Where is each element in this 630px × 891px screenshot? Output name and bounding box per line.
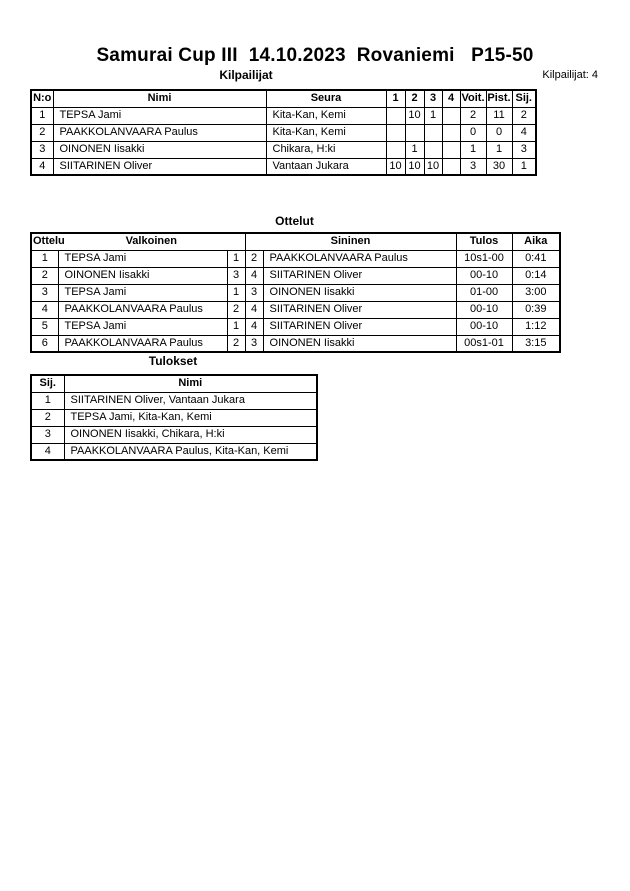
blue-number: 3: [245, 284, 263, 301]
table-row: [31, 267, 560, 284]
round-2-score: [405, 124, 424, 141]
round-3-score: 10: [424, 158, 442, 175]
kilpailijat-section-title: Kilpailijat: [219, 68, 273, 82]
competitors-count-label: Kilpailijat: 4: [542, 69, 598, 81]
header-sij: Sij.: [512, 90, 536, 107]
points: 30: [486, 158, 512, 175]
result-name: OINONEN Iisakki, Chikara, H:ki: [64, 426, 317, 443]
table-row: [31, 250, 560, 267]
blue-player: SIITARINEN Oliver: [263, 267, 456, 284]
match-time: 3:00: [512, 284, 560, 301]
blue-number: 4: [245, 267, 263, 284]
competitor-club: Vantaan Jukara: [266, 158, 386, 175]
competitor-club: Chikara, H:ki: [266, 141, 386, 158]
points: 0: [486, 124, 512, 141]
white-player: TEPSA Jami: [58, 318, 227, 335]
result-rank: 4: [31, 443, 64, 460]
rank: 2: [512, 107, 536, 124]
header-ottelu: Ottelu: [31, 233, 58, 250]
match-no: 3: [31, 284, 58, 301]
table-row: [31, 409, 317, 426]
match-result: 10s1-00: [456, 250, 512, 267]
match-result: 00-10: [456, 301, 512, 318]
rank: 3: [512, 141, 536, 158]
ottelut-section-title: Ottelut: [275, 214, 314, 228]
round-3-score: [424, 141, 442, 158]
tulokset-section-title: Tulokset: [148, 354, 198, 368]
round-2-score: 10: [405, 158, 424, 175]
round-2-score: 1: [405, 141, 424, 158]
header-round-3: 3: [424, 90, 442, 107]
competitor-club: Kita-Kan, Kemi: [266, 107, 386, 124]
white-number: 1: [227, 250, 245, 267]
white-number: 2: [227, 301, 245, 318]
blue-player: OINONEN Iisakki: [263, 335, 456, 352]
result-name: PAAKKOLANVAARA Paulus, Kita-Kan, Kemi: [64, 443, 317, 460]
competitor-no: 3: [31, 141, 53, 158]
competitor-name: PAAKKOLANVAARA Paulus: [53, 124, 266, 141]
match-no: 5: [31, 318, 58, 335]
header-pist: Pist.: [486, 90, 512, 107]
table-row: [31, 318, 560, 335]
round-4-score: [442, 124, 460, 141]
round-2-score: 10: [405, 107, 424, 124]
match-no: 6: [31, 335, 58, 352]
header-sininen: Sininen: [245, 233, 456, 250]
tulokset-header-row: [31, 375, 317, 392]
table-row: [31, 284, 560, 301]
kilpailijat-table: [30, 89, 537, 176]
white-player: TEPSA Jami: [58, 284, 227, 301]
rank: 1: [512, 158, 536, 175]
table-row: [31, 158, 536, 175]
white-number: 1: [227, 318, 245, 335]
match-result: 00s1-01: [456, 335, 512, 352]
round-3-score: 1: [424, 107, 442, 124]
match-time: 1:12: [512, 318, 560, 335]
blue-number: 4: [245, 301, 263, 318]
kilpailijat-header-row: [31, 90, 536, 107]
match-no: 2: [31, 267, 58, 284]
header-valkoinen: Valkoinen: [58, 233, 245, 250]
match-time: 3:15: [512, 335, 560, 352]
white-number: 1: [227, 284, 245, 301]
match-result: 00-10: [456, 318, 512, 335]
result-name: SIITARINEN Oliver, Vantaan Jukara: [64, 392, 317, 409]
points: 11: [486, 107, 512, 124]
tulokset-table: [30, 374, 318, 461]
table-row: [31, 392, 317, 409]
blue-number: 4: [245, 318, 263, 335]
white-number: 2: [227, 335, 245, 352]
table-row: [31, 443, 317, 460]
match-time: 0:14: [512, 267, 560, 284]
white-player: PAAKKOLANVAARA Paulus: [58, 335, 227, 352]
competitor-name: SIITARINEN Oliver: [53, 158, 266, 175]
table-row: [31, 335, 560, 352]
wins: 3: [460, 158, 486, 175]
header-nimi: Nimi: [53, 90, 266, 107]
match-result: 01-00: [456, 284, 512, 301]
wins: 1: [460, 141, 486, 158]
match-no: 1: [31, 250, 58, 267]
match-time: 0:41: [512, 250, 560, 267]
white-player: PAAKKOLANVAARA Paulus: [58, 301, 227, 318]
competitor-no: 2: [31, 124, 53, 141]
header-seura: Seura: [266, 90, 386, 107]
round-1-score: 10: [386, 158, 405, 175]
header-sij: Sij.: [31, 375, 64, 392]
white-player: TEPSA Jami: [58, 250, 227, 267]
wins: 0: [460, 124, 486, 141]
blue-number: 3: [245, 335, 263, 352]
header-voit: Voit.: [460, 90, 486, 107]
match-no: 4: [31, 301, 58, 318]
result-name: TEPSA Jami, Kita-Kan, Kemi: [64, 409, 317, 426]
round-4-score: [442, 107, 460, 124]
table-row: [31, 124, 536, 141]
result-rank: 1: [31, 392, 64, 409]
header-round-2: 2: [405, 90, 424, 107]
white-number: 3: [227, 267, 245, 284]
rank: 4: [512, 124, 536, 141]
competitor-name: OINONEN Iisakki: [53, 141, 266, 158]
match-result: 00-10: [456, 267, 512, 284]
points: 1: [486, 141, 512, 158]
round-4-score: [442, 141, 460, 158]
competitor-no: 1: [31, 107, 53, 124]
blue-player: SIITARINEN Oliver: [263, 318, 456, 335]
round-1-score: [386, 107, 405, 124]
wins: 2: [460, 107, 486, 124]
match-time: 0:39: [512, 301, 560, 318]
table-row: [31, 426, 317, 443]
blue-player: SIITARINEN Oliver: [263, 301, 456, 318]
competitor-club: Kita-Kan, Kemi: [266, 124, 386, 141]
header-aika: Aika: [512, 233, 560, 250]
table-row: [31, 107, 536, 124]
table-row: [31, 301, 560, 318]
page-title: Samurai Cup III 14.10.2023 Rovaniemi P15-50: [96, 45, 534, 66]
blue-player: OINONEN Iisakki: [263, 284, 456, 301]
header-nimi: Nimi: [64, 375, 317, 392]
ottelut-table: [30, 232, 561, 353]
competitor-no: 4: [31, 158, 53, 175]
header-round-1: 1: [386, 90, 405, 107]
round-3-score: [424, 124, 442, 141]
ottelut-header-row: [31, 233, 560, 250]
result-rank: 2: [31, 409, 64, 426]
round-4-score: [442, 158, 460, 175]
header-tulos: Tulos: [456, 233, 512, 250]
round-1-score: [386, 124, 405, 141]
blue-number: 2: [245, 250, 263, 267]
result-rank: 3: [31, 426, 64, 443]
table-row: [31, 141, 536, 158]
white-player: OINONEN Iisakki: [58, 267, 227, 284]
competitor-name: TEPSA Jami: [53, 107, 266, 124]
header-round-4: 4: [442, 90, 460, 107]
round-1-score: [386, 141, 405, 158]
header-no: N:o: [31, 90, 53, 107]
blue-player: PAAKKOLANVAARA Paulus: [263, 250, 456, 267]
